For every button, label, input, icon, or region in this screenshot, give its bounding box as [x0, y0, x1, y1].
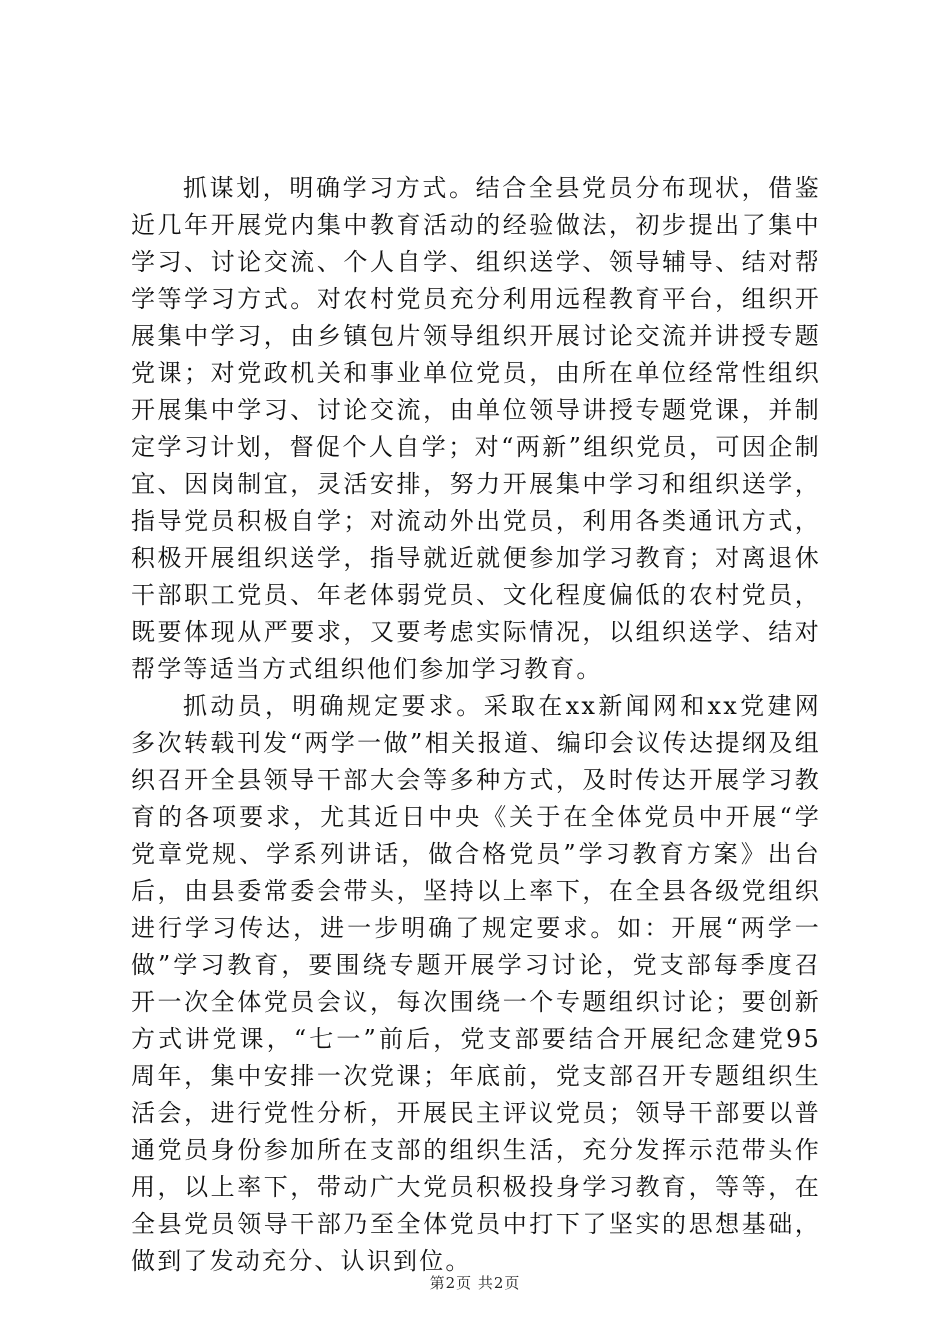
page-footer: 第2页 共2页: [429, 1274, 521, 1292]
paragraph-study-methods: 抓谋划，明确学习方式。结合全县党员分布现状，借鉴近几年开展党内集中教育活动的经验做法，初步提出了集中学习、讨论交流、个人自学、组织送学、领导辅导、结对帮学等学习方式。对农村党员充分利用远程教育平台，组织开展集中学习，由乡镇包片领导组织开展讨论交流并讲授专题党课；对党政机关和事业单位党员，由所在单位经常性组织开展集中学习、讨论交流，由单位领导讲授专题党课，并制定学习计划，督促个人自学；对“两新”组织党员，可因企制宜、因岗制宜，灵活安排，努力开展集中学习和组织送学，指导党员积极自学；对流动外出党员，利用各类通讯方式，积极开展组织送学，指导就近就便参加学习教育；对离退休干部职工党员、年老体弱党员、文化程度偏低的农村党员，既要体现从严要求，又要考虑实际情况，以组织送学、结对帮学等适当方式组织他们参加学习教育。: [131, 174, 821, 683]
document-body: [131, 170, 821, 1280]
paragraph-mobilization-requirements: 抓动员，明确规定要求。采取在xx新闻网和xx党建网多次转载刊发“两学一做”相关报道、编印会议传达提纲及组织召开全县领导干部大会等多种方式，及时传达开展学习教育的各项要求，尤其近日中央《关于在全体党员中开展“学党章党规、学系列讲话，做合格党员”学习教育方案》出台后，由县委常委会带头，坚持以上率下，在全县各级党组织进行学习传达，进一步明确了规定要求。如：开展“两学一做”学习教育，要围绕专题开展学习讨论，党支部每季度召开一次全体党员会议，每次围绕一个专题组织讨论；要创新方式讲党课，“七一”前后，党支部要结合开展纪念建党95周年，集中安排一次党课；年底前，党支部召开专题组织生活会，进行党性分析，开展民主评议党员；领导干部要以普通党员身份参加所在支部的组织生活，充分发挥示范带头作用，以上率下，带动广大党员积极投身学习教育，等等，在全县党员领导干部乃至全体党员中打下了坚实的思想基础，做到了发动充分、认识到位。: [131, 692, 821, 1275]
